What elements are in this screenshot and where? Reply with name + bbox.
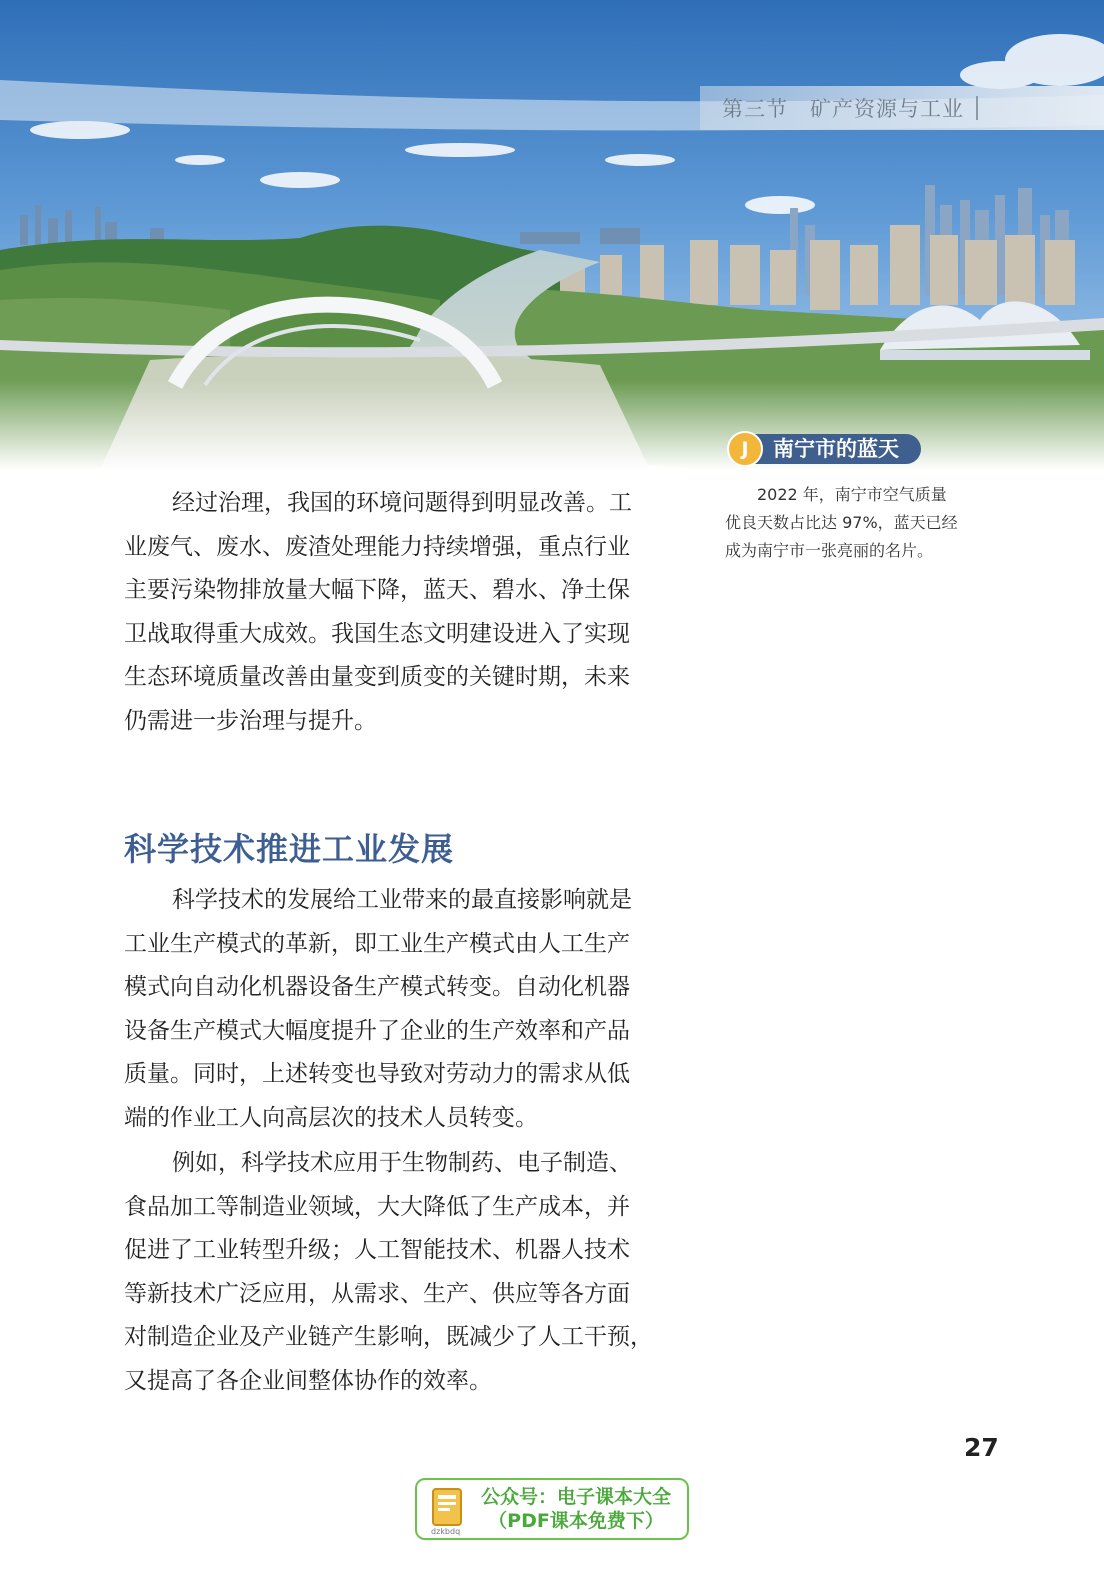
text-line: 科学技术的发展给工业带来的最直接影响就是 <box>172 887 632 913</box>
photo-caption <box>725 481 995 565</box>
watermark-line2: （PDF课本免费下） <box>488 1510 664 1532</box>
text-line: 生态环境质量改善由量变到质变的关键时期，未来 <box>124 664 630 690</box>
badge-label: 南宁市的蓝天 <box>749 434 921 464</box>
text-line: 对制造企业及产业链产生影响，既减少了人工干预， <box>124 1324 653 1350</box>
caption-line: 优良天数占比达 97%，蓝天已经 <box>725 513 958 532</box>
book-logo-icon <box>429 1487 467 1531</box>
text-line: 模式向自动化机器设备生产模式转变。自动化机器 <box>124 974 630 1000</box>
section-title: 第三节 矿产资源与工业 <box>722 97 964 121</box>
text-line: 卫战取得重大成效。我国生态文明建设进入了实现 <box>124 620 630 647</box>
text-line: 业废气、废水、废渣处理能力持续增强，重点行业 <box>124 533 630 560</box>
paragraph-technology <box>124 879 680 1140</box>
watermark-line1: 公众号：电子课本大全 <box>481 1486 672 1508</box>
hero-photo <box>0 0 1104 470</box>
text-line: 主要污染物排放量大幅下降，蓝天、碧水、净土保 <box>124 577 630 603</box>
caption-line: 2022 年，南宁市空气质量 <box>757 485 947 504</box>
nanning-cityscape-illustration <box>0 0 1104 470</box>
caption-badge <box>727 432 921 466</box>
watermark-banner[interactable] <box>415 1478 689 1540</box>
text-line: 质量。同时，上述转变也导致对劳动力的需求从低 <box>124 1061 630 1087</box>
watermark-logo-text: dzkbdq <box>431 1527 461 1536</box>
text-line: 又提高了各企业间整体协作的效率。 <box>124 1367 492 1394</box>
watermark-text <box>481 1485 671 1533</box>
text-line: 经过治理，我国的环境问题得到明显改善。工 <box>172 490 632 516</box>
text-line: 仍需进一步治理与提升。 <box>124 707 377 734</box>
text-line: 设备生产模式大幅度提升了企业的生产效率和产品 <box>124 1017 630 1044</box>
text-line: 工业生产模式的革新，即工业生产模式由人工生产 <box>124 930 630 957</box>
paragraph-environment <box>124 482 680 743</box>
badge-letter-icon: J <box>727 431 763 467</box>
section-heading: 科学技术推进工业发展 <box>124 830 455 868</box>
section-header-bar <box>700 86 1104 130</box>
text-line: 端的作业工人向高层次的技术人员转变。 <box>124 1104 538 1131</box>
text-line: 食品加工等制造业领域，大大降低了生产成本，并 <box>124 1193 630 1220</box>
page-number: 27 <box>964 1433 999 1462</box>
caption-line: 成为南宁市一张亮丽的名片。 <box>725 541 934 560</box>
text-line: 促进了工业转型升级；人工智能技术、机器人技术 <box>124 1237 630 1263</box>
text-line: 例如，科学技术应用于生物制药、电子制造、 <box>172 1150 632 1176</box>
header-divider <box>976 96 978 120</box>
text-line: 等新技术广泛应用，从需求、生产、供应等各方面 <box>124 1280 630 1307</box>
paragraph-examples <box>124 1142 680 1403</box>
